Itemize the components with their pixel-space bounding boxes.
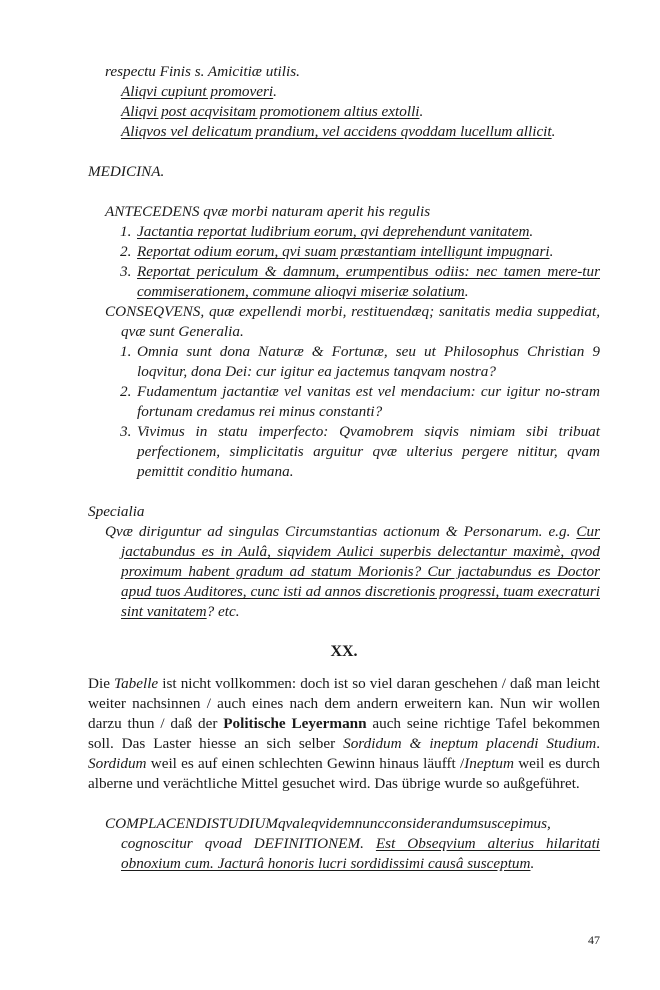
consequens-item: 3. Vivimus in statu imperfecto: Qvamobrem siqvis nimiam sibi tribuat perfectionem, simplicitatis arguitur qvæ ulterius pergere nititur, qvam pemittit conditio humana. (120, 423, 600, 480)
block1-item: Aliqvos vel delicatum prandium, vel accidens qvoddam lucellum allicit. (121, 123, 556, 140)
antecedens-intro: ANTECEDENS qvæ morbi naturam aperit his regulis (105, 203, 431, 220)
definition-text: COMPLACENDISTUDIUMqvaleqvidemnuncconsiderandumsuscepimus, cognoscitur qvoad DEFINITIONEM. Est Obseqvium alterius hilaritati obnoxium cum. Jacturâ honoris lucri sordidissimi causâ susceptum. (105, 815, 601, 872)
block1-item: Aliqvi cupiunt promoveri. (121, 83, 277, 100)
antecedens-item: 1. Jactantia reportat ludibrium eorum, qvi deprehendunt vanitatem. (120, 223, 534, 240)
consequens-item: 2. Fudamentum jactantiæ vel vanitas est vel mendacium: cur igitur no-stram fortunam credamus rei minus constanti? (120, 383, 600, 420)
page-body (88, 62, 600, 874)
specialia-heading: Specialia (88, 503, 145, 520)
block1-item: Aliqvi post acqvisitam promotionem altius extolli. (121, 103, 424, 120)
page-number: 47 (588, 933, 600, 947)
section-title: XX. (330, 643, 358, 660)
section-paragraph: Die Tabelle ist nicht vollkommen: doch ist so viel daran geschehen / daß man leicht weiter nachsinnen / auch eines nach dem andern erweitern kan. Nun wir wollen darzu thun / daß der Politische Leyermann auch seine richtige Tafel bekommen soll. Das Laster hiesse an sich selber Sordidum & ineptum placendi Studium. Sordidum weil es auf einen schlechten Gewinn hinaus läufft /Ineptum weil es durch alberne und verächtliche Mittel gesuchet wird. Das übrige wurde so außgeführet. (88, 675, 601, 792)
specialia-text: Qvæ diriguntur ad singulas Circumstantias actionum & Personarum. e.g. Cur jactabundus es in Aulâ, siqvidem Aulici superbis delectantur maximè, qvod proximum habent gradum ad statum Morionis? Cur jactabundus es Doctor apud tuos Auditores, cunc isti ad annos discretionis progressi, tuam execraturi sint vanitatem? etc. (105, 523, 600, 620)
antecedens-item: 2. Reportat odium eorum, qvi suam præstantiam intelligunt impugnari. (120, 243, 554, 260)
consequens-intro: CONSEQVENS, quæ expellendi morbi, restituendæq; sanitatis media suppediat, qvæ sunt Generalia. (105, 303, 600, 340)
antecedens-item: 3. Reportat periculum & damnum, erumpentibus odiis: nec tamen mere-tur commiserationem, commune alioqvi miseriæ solatium. (120, 263, 600, 300)
medicina-heading: MEDICINA. (88, 163, 165, 180)
consequens-item: 1. Omnia sunt dona Naturæ & Fortunæ, seu ut Philosophus Christian 9 loqvitur, dona Dei: cur igitur ea jactemus tanqvam nostra? (120, 343, 600, 380)
block1-intro: respectu Finis s. Amicitiæ utilis. (105, 63, 300, 80)
